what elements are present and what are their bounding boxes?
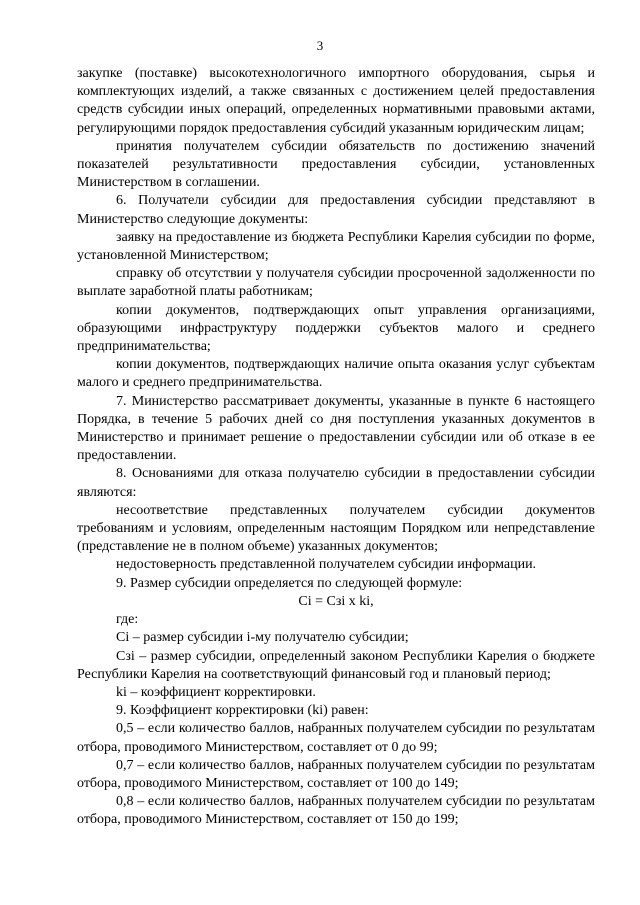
paragraph: ki – коэффициент корректировки. — [116, 684, 316, 700]
paragraph: 0,8 – если количество баллов, набранных получателем субсидии по результатам отбора, проводимого Министерством, составляет от 150 до 199; — [77, 794, 595, 828]
paragraph: заявку на предоставление из бюджета Республики Карелия субсидии по форме, установленной Министерством; — [77, 229, 595, 264]
document-body — [77, 65, 595, 830]
paragraph: 0,5 – если количество баллов, набранных получателем субсидии по результатам отбора, проводимого Министерством, составляет от 0 до 99; — [77, 721, 595, 755]
page-number: 3 — [316, 38, 324, 53]
paragraph: несоответствие представленных получателем субсидии документов требованиям и условиям, определенным настоящим Порядком или непредставление (представление не в полном объеме) указанных документов; — [77, 502, 595, 555]
paragraph: закупке (поставке) высокотехнологичного импортного оборудования, сырья и комплектующих изделий, а также связанных с достижением целей предоставления средств субсидии иных операций, определенных нормативными правовыми актами, регулирующими порядок предоставления субсидий указанным юридическим лицам; — [77, 66, 595, 136]
paragraph: Ci – размер субсидии i-му получателю субсидии; — [116, 630, 409, 646]
paragraph: Cзi – размер субсидии, определенный законом Республики Карелия о бюджете Республики Карелия на соответствующий финансовый год и плановый период; — [77, 648, 595, 682]
paragraph: 8. Основаниями для отказа получателю субсидии в предоставлении субсидии являются: — [77, 466, 595, 500]
paragraph: 7. Министерство рассматривает документы, указанные в пункте 6 настоящего Порядка, в течение 5 рабочих дней со дня поступления указанных документов в Министерство и принимает решение о предоставлении субсидии или об отказе в ее предоставлении. — [77, 393, 595, 464]
paragraph: недостоверность представленной получателем субсидии информации. — [116, 557, 537, 573]
paragraph: 0,7 – если количество баллов, набранных получателем субсидии по результатам отбора, проводимого Министерством, составляет от 100 до 149; — [77, 757, 595, 791]
paragraph: Ci = Cзi x ki, — [298, 593, 374, 609]
paragraph: 9. Размер субсидии определяется по следующей формуле: — [116, 575, 463, 591]
paragraph: 6. Получатели субсидии для предоставления субсидии представляют в Министерство следующие документы: — [77, 193, 595, 227]
paragraph: копии документов, подтверждающих наличие опыта оказания услуг субъектам малого и среднего предпринимательства. — [77, 357, 595, 391]
paragraph: принятия получателем субсидии обязательств по достижению значений показателей результативности предоставления субсидии, установленных Министерством в соглашении. — [77, 138, 595, 191]
paragraph: справку об отсутствии у получателя субсидии просроченной задолженности по выплате заработной платы работникам; — [77, 266, 595, 300]
paragraph: копии документов, подтверждающих опыт управления организациями, образующими инфраструктуру поддержки субъектов малого и среднего предпринимательства; — [77, 302, 595, 355]
paragraph: где: — [116, 612, 139, 628]
paragraph: 9. Коэффициент корректировки (ki) равен: — [116, 703, 369, 719]
